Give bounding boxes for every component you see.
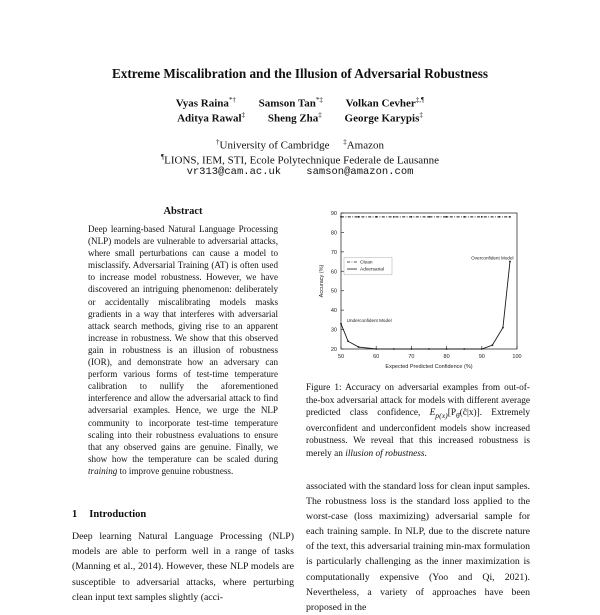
x-tick-label: 60	[373, 354, 380, 360]
y-axis-label: Accuracy (%)	[319, 264, 325, 298]
series-point-clean	[358, 216, 360, 218]
abstract-text: Deep learning-based Natural Language Processing (NLP) models are vulnerable to adversarial attacks, where small perturbations can cause a model to misclassify. Adversarial Training (AT) is often used to increase model robustness. However, we have discovered an intriguing phenomenon: deliberately or accidentally miscalibrating models masks gradients in a way that interferes with adversarial attack search methods, giving rise to an apparent increase in robustness. We show that this observed gain in robustness is an illusion of robustness (IOR), and demonstrate how an adversary can perform various forms of test-time temperature calibration to nullify the aforementioned interference and allow the adversarial attack to find adversarial examples. Hence, we urge the NLP community to incorporate test-time temperature scaling into their robustness evaluations to ensure that any observed gains are genuine. Finally, we show how the temperature can be scaled during training to improve genuine robustness.	[88, 224, 278, 476]
author-row-2	[0, 111, 600, 125]
series-point-clean	[393, 216, 395, 218]
x-tick-label: 100	[512, 354, 522, 360]
series-point-clean	[428, 216, 430, 218]
series-point-adversarial	[358, 346, 360, 348]
y-tick-label: 90	[330, 211, 337, 217]
figure-caption: Figure 1: Accuracy on adversarial examples from out-of-the-box adversarial attack for models with different average predicted class confidence, $E_{p(x)}[P_{\thetâ}(ĉ|x)]$. Extremely overconfident and underconfident models show increased robustness. We reveal that this increased robustness is merely an illusion of robustness.	[306, 383, 531, 459]
affiliation-2: ¶LIONS, IEM, STI, Ecole Polytechnique Federale de Lausanne	[160, 153, 440, 167]
right-column-text: associated with the standard loss for clean input samples. The robustness loss is the standard loss applied to the worst-case (loss maximizing) adversarial sample for each training sample. In NLP, due to the discrete nature of the text, this adversarial training min-max formulation is particularly challenging as the inner maximization is computationally expensive (Yoo and Qi, 2021). Nevertheless, a variety of approaches have been proposed in the	[306, 481, 530, 613]
author-emails: vr313@cam.ac.uk samson@amazon.com	[186, 166, 414, 178]
chart-annotation: Overconfident Model	[471, 255, 514, 261]
plot-frame	[341, 213, 517, 349]
affiliation-1: †University of Cambridge ‡Amazon	[216, 138, 384, 152]
series-point-clean	[509, 216, 511, 218]
y-tick-label: 20	[330, 347, 337, 353]
accuracy-chart	[305, 205, 527, 375]
x-tick-label: 90	[478, 354, 485, 360]
abstract-heading: Abstract	[163, 206, 203, 217]
paper-title: Extreme Miscalibration and the Illusion of Adversarial Robustness	[112, 66, 488, 81]
series-point-adversarial	[411, 348, 413, 350]
chart-annotation: Underconfident Model	[346, 317, 392, 323]
series-point-clean	[411, 216, 413, 218]
y-tick-label: 50	[330, 288, 337, 295]
legend-label: Adversarial	[360, 267, 384, 273]
series-point-clean	[340, 216, 342, 218]
author-row-1	[0, 96, 600, 110]
series-point-adversarial	[509, 261, 511, 263]
series-point-adversarial	[347, 340, 349, 342]
author-3: Volkan Cevher‡,¶	[345, 96, 425, 110]
series-point-clean	[463, 216, 465, 218]
series-point-adversarial	[375, 348, 377, 350]
x-tick-label: 50	[337, 354, 345, 360]
y-tick-label: 30	[330, 327, 337, 334]
x-tick-label: 70	[408, 354, 415, 360]
y-tick-label: 60	[330, 269, 337, 276]
series-point-clean	[446, 216, 448, 218]
author-6: George Karypis‡	[344, 111, 423, 125]
introduction-text: Deep learning Natural Language Processing (NLP) models are able to perform well in a range of tasks (Manning et al., 2014). However, these NLP models are susceptible to adversarial attacks, where perturbing clean input text samples slightly (acci-	[72, 531, 294, 603]
series-point-adversarial	[481, 348, 483, 350]
series-point-adversarial	[393, 348, 395, 350]
series-point-adversarial	[428, 348, 430, 350]
series-point-adversarial	[463, 348, 465, 350]
series-point-adversarial	[502, 327, 504, 329]
series-point-adversarial	[491, 344, 493, 346]
x-axis-label: Expected Predicted Confidence (%)	[385, 364, 473, 370]
series-point-clean	[481, 216, 483, 218]
y-tick-label: 80	[330, 230, 337, 237]
section-heading-introduction: 1 Introduction	[72, 509, 147, 520]
series-point-clean	[375, 216, 377, 218]
author-2: Samson Tan*‡	[258, 96, 323, 110]
y-tick-label: 40	[330, 308, 337, 315]
series-point-clean	[499, 216, 501, 218]
author-1: Vyas Raina*†	[175, 96, 236, 110]
author-5: Sheng Zha‡	[267, 111, 322, 125]
series-point-adversarial	[446, 348, 448, 350]
series-point-adversarial	[340, 323, 342, 325]
x-tick-label: 80	[443, 354, 450, 360]
y-tick-label: 70	[330, 249, 337, 256]
author-4: Aditya Rawal‡	[177, 111, 246, 125]
legend-label: Clean	[360, 260, 373, 266]
